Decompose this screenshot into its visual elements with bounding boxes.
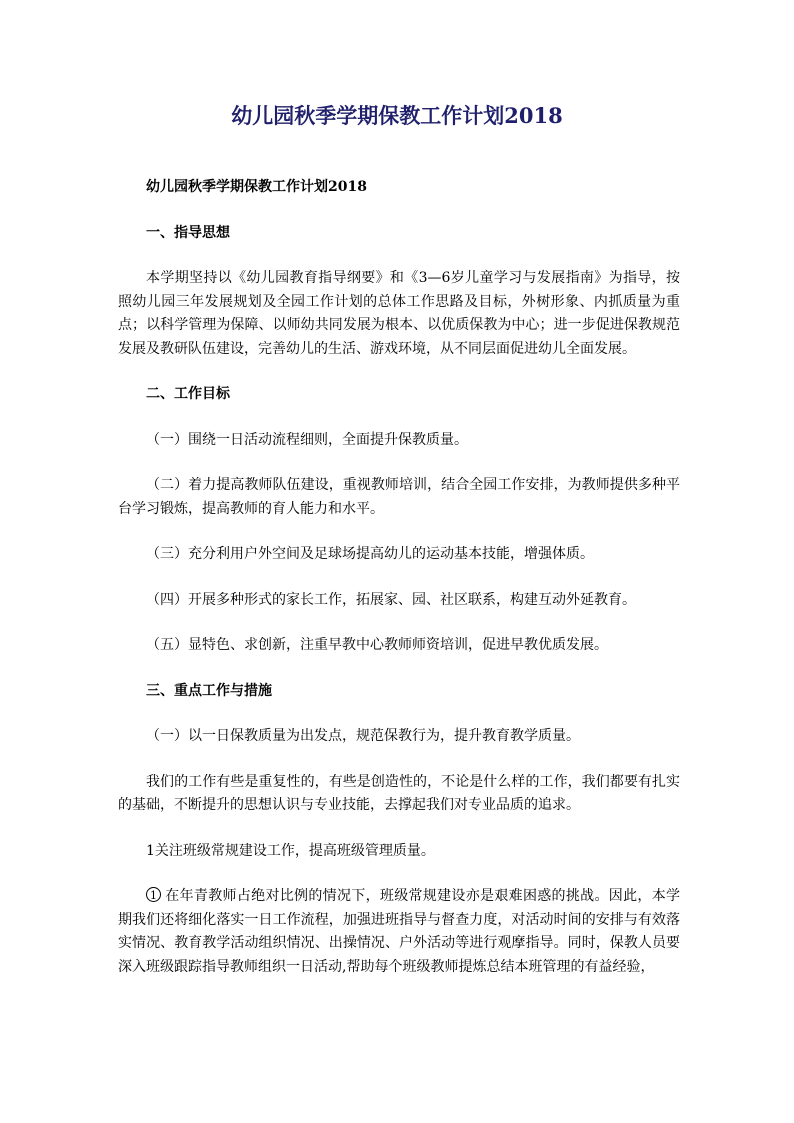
section-heading-guiding-thought: 一、指导思想 (146, 224, 230, 241)
goal-item-3: （三）充分利用户外空间及足球场提高幼儿的运动基本技能，增强体质。 (146, 546, 594, 562)
paragraph-class-routine-detail (118, 885, 680, 979)
goal-item-5: （五）显特色、求创新，注重早教中心教师师资培训，促进早教优质发展。 (146, 637, 608, 653)
subtitle: 幼儿园秋季学期保教工作计划2018 (146, 179, 367, 195)
goal-item-1: （一）围绕一日活动流程细则，全面提升保教质量。 (146, 431, 468, 448)
sub-item-class-routine: 1关注班级常规建设工作，提高班级管理质量。 (146, 842, 435, 859)
goal-item-4: （四）开展多种形式的家长工作，拓展家、园、社区联系，构建互动外延教育。 (146, 591, 636, 608)
document-title: 幼儿园秋季学期保教工作计划2018 (231, 103, 563, 128)
section-heading-key-work: 三、重点工作与措施 (146, 682, 272, 699)
section-heading-work-goals: 二、工作目标 (146, 386, 230, 402)
circled-number-marker: 1 (146, 887, 161, 902)
paragraph-guiding-thought: 本学期坚持以《幼儿园教育指导纲要》和《3—6岁儿童学习与发展指南》为指导，按照幼儿园三年发展规划及全园工作计划的总体工作思路及目标，外树形象、内抓质量为重点；以科学管理为保障、以师幼共同发展为根本、以优质保教为中心；进一步促进保教规范发展及教研队伍建设，完善幼儿的生活、游戏环境，从不同层面促进幼儿全面发展。 (118, 270, 680, 357)
document-body (118, 176, 680, 1001)
key-work-item-1: （一）以一日保教质量为出发点，规范保教行为，提升教育教学质量。 (146, 728, 580, 744)
goal-item-2: （二）着力提高教师队伍建设，重视教师培训，结合全园工作安排，为教师提供多种平台学习锻炼，提高教师的育人能力和水平。 (118, 477, 680, 517)
paragraph-work-nature: 我们的工作有些是重复性的，有些是创造性的，不论是什么样的工作，我们都要有扎实的基础，不断提升的思想认识与专业技能，去撑起我们对专业品质的追求。 (118, 773, 680, 813)
paragraph-class-routine-text: 在年青教师占绝对比例的情况下，班级常规建设亦是艰难困惑的挑战。因此，本学期我们还将细化落实一日工作流程，加强进班指导与督查力度，对活动时间的安排与有效落实情况、教育教学活动组织情况、出操情况、户外活动等进行观摩指导。同时，保教人员要深入班级跟踪指导教师组织一日活动,帮助每个班级教师提炼总结本班管理的有益经验， (118, 888, 680, 975)
